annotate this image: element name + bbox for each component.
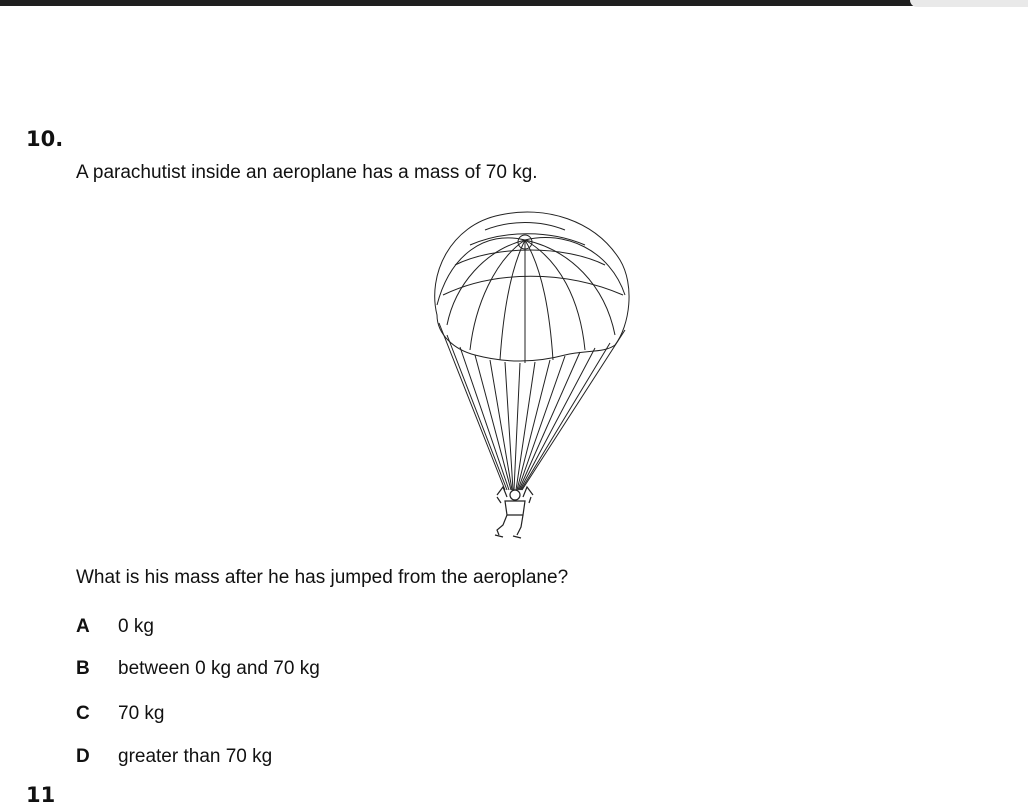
canopy-gore <box>447 240 525 325</box>
canopy-gore <box>525 240 553 360</box>
top-bar <box>0 0 1028 6</box>
option-text: 0 kg <box>118 616 154 637</box>
top-tab[interactable] <box>910 0 1028 7</box>
option-b[interactable] <box>76 658 320 680</box>
option-text: greater than 70 kg <box>118 746 273 767</box>
option-letter: A <box>76 616 90 637</box>
next-question-number: 11 <box>26 783 56 807</box>
canopy-ring <box>455 250 605 265</box>
parachutist-illustration <box>425 205 635 545</box>
question-prompt: What is his mass after he has jumped from the aeroplane? <box>76 567 569 588</box>
option-letter: D <box>76 746 90 767</box>
option-a[interactable] <box>76 616 154 638</box>
option-d[interactable] <box>76 746 272 768</box>
option-c[interactable] <box>76 703 164 725</box>
option-text: between 0 kg and 70 kg <box>118 658 320 679</box>
question-stem: A parachutist inside an aeroplane has a mass of 70 kg. <box>76 162 538 183</box>
suspension-lines <box>439 323 625 490</box>
option-letter: C <box>76 703 90 724</box>
parachutist-figure <box>495 487 533 538</box>
option-text: 70 kg <box>118 703 165 724</box>
canopy-ring <box>485 223 565 231</box>
question-number: 10. <box>26 127 64 151</box>
canopy-ring <box>443 276 623 295</box>
canopy-gore <box>500 240 525 360</box>
canopy-gore <box>525 240 585 350</box>
option-letter: B <box>76 658 90 679</box>
